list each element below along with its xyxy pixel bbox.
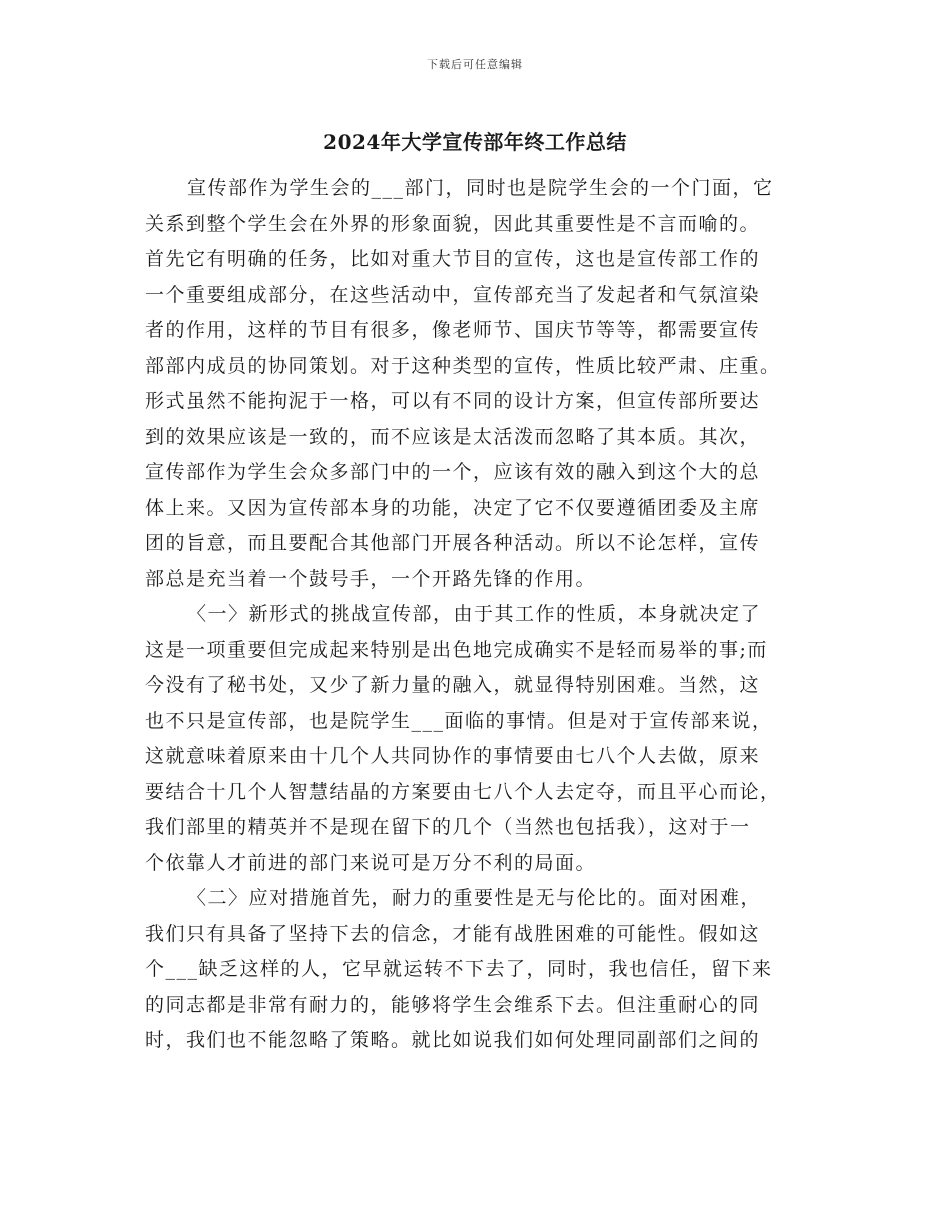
text-line: 关系到整个学生会在外界的形象面貌，因此其重要性是不言而喻的。 bbox=[145, 212, 761, 235]
text-line: 〈二〉应对措施首先，耐力的重要性是无与伦比的。面对困难， bbox=[187, 887, 762, 909]
text-line: 一个重要组成部分，在这些活动中，宣传部充当了发起者和气氛渲染 bbox=[145, 283, 761, 306]
text-line: 时，我们也不能忽略了策略。就比如说我们如何处理同副部们之间的 bbox=[145, 1029, 761, 1051]
text-line: 这就意味着原来由十几个人共同协作的事情要由七八个人去做，原来 bbox=[145, 745, 761, 767]
text-line: 这是一项重要但完成起来特别是出色地完成确实不是轻而易举的事;而 bbox=[145, 638, 768, 661]
document-title: 2024年大学宣传部年终工作总结 bbox=[323, 130, 627, 154]
text-line: 部部内成员的协同策划。对于这种类型的宣传，性质比较严肃、庄重。 bbox=[145, 354, 781, 377]
text-line: 要结合十几个人智慧结晶的方案要由七八个人去定夺，而且平心而论， bbox=[145, 780, 781, 803]
text-line: 体上来。又因为宣传部本身的功能，决定了它不仅要遵循团委及主席 bbox=[145, 496, 761, 519]
text-line: 到的效果应该是一致的，而不应该是太活泼而忽略了其本质。其次， bbox=[145, 425, 761, 448]
text-line: 也不只是宣传部，也是院学生___面临的事情。但是对于宣传部来说， bbox=[145, 709, 773, 732]
text-line: 团的旨意，而且要配合其他部门开展各种活动。所以不论怎样，宣传 bbox=[145, 532, 761, 554]
text-line: 宣传部作为学生会众多部门中的一个，应该有效的融入到这个大的总 bbox=[145, 461, 761, 483]
text-line: 部总是充当着一个鼓号手，一个开路先锋的作用。 bbox=[145, 567, 597, 590]
text-line: 宣传部作为学生会的___部门，同时也是院学生会的一个门面，它 bbox=[187, 177, 774, 199]
text-line: 首先它有明确的任务，比如对重大节目的宣传，这也是宣传部工作的 bbox=[145, 248, 761, 270]
text-line: 个___缺乏这样的人，它早就运转不下去了，同时，我也信任，留下来 bbox=[145, 958, 773, 980]
text-line: 个依靠人才前进的部门来说可是万分不利的局面。 bbox=[145, 851, 597, 874]
text-line: 的同志都是非常有耐力的，能够将学生会维系下去。但注重耐心的同 bbox=[145, 993, 761, 1016]
text-line: 今没有了秘书处，又少了新力量的融入，就显得特别困难。当然，这 bbox=[145, 674, 761, 696]
text-line: 我们只有具备了坚持下去的信念，才能有战胜困难的可能性。假如这 bbox=[145, 922, 761, 945]
page-header-note: 下载后可任意编辑 bbox=[427, 58, 523, 71]
document-body bbox=[145, 171, 781, 1059]
text-line: 形式虽然不能拘泥于一格，可以有不同的设计方案，但宣传部所要达 bbox=[145, 390, 761, 412]
text-line: 〈一〉新形式的挑战宣传部，由于其工作的性质，本身就决定了 bbox=[187, 603, 762, 625]
text-line: 我们部里的精英并不是现在留下的几个（当然也包括我），这对于一 bbox=[145, 816, 751, 838]
text-line: 者的作用，这样的节目有很多，像老师节、国庆节等等，都需要宣传 bbox=[145, 319, 761, 341]
